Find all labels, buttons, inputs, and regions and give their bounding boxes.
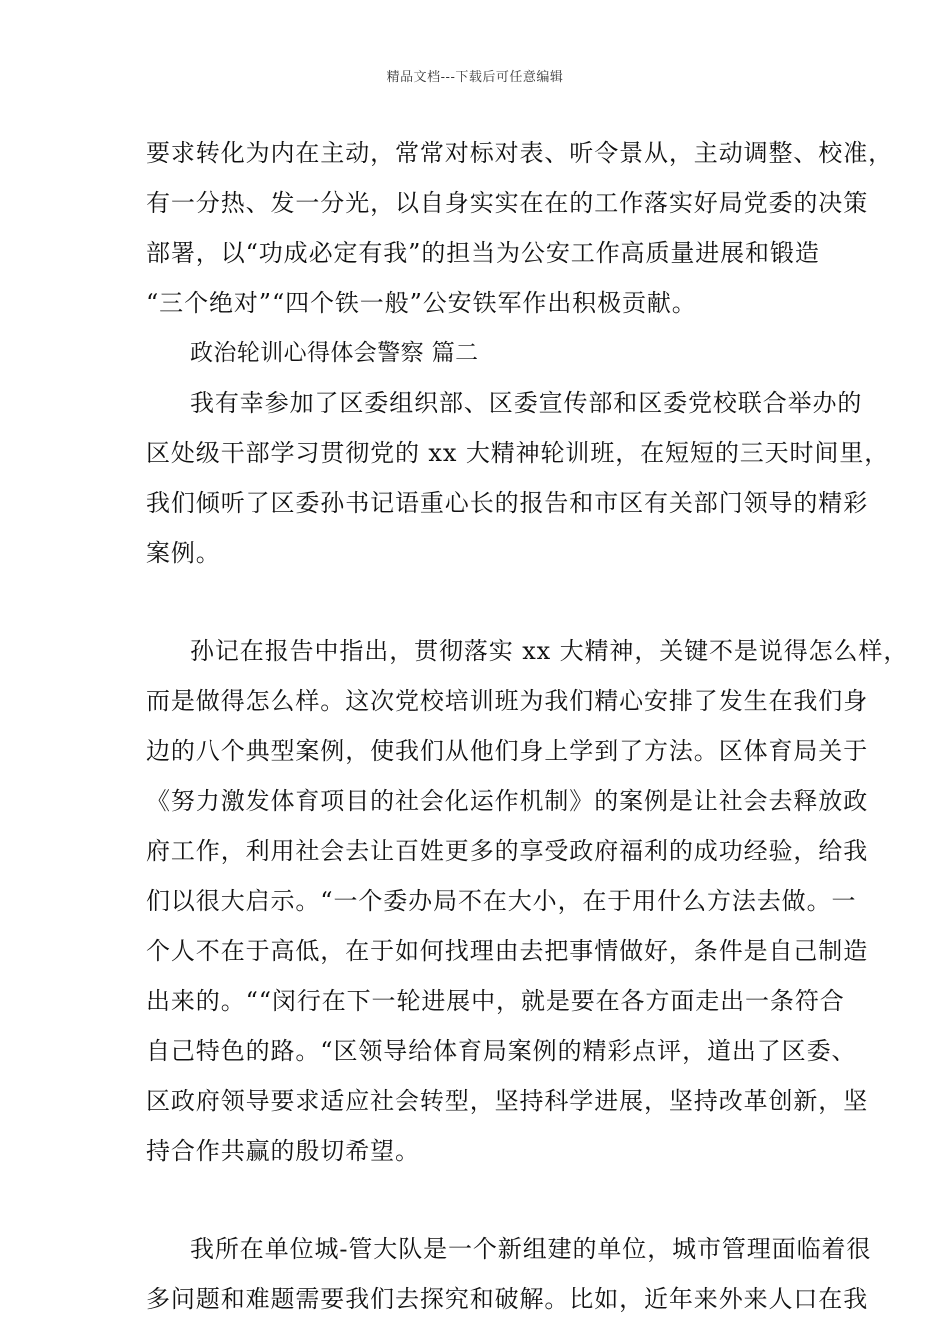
text-line: 我们倾听了区委孙书记语重心长的报告和市区有关部门领导的精彩 — [146, 489, 869, 517]
page-header: 精品文档---下载后可任意编辑 — [386, 70, 564, 85]
text-line: 部署，以“功成必定有我”的担当为公安工作高质量进展和锻造 — [146, 239, 820, 267]
text-line: 边的八个典型案例，使我们从他们身上学到了方法。区体育局关于 — [146, 737, 869, 765]
text-line: 孙记在报告中指出，贯彻落实 xx 大精神，关键不是说得怎么样， — [190, 637, 909, 665]
paragraph — [146, 1224, 872, 1324]
paragraph-continuation — [146, 128, 893, 328]
text-line: 自己特色的路。“区领导给体育局案例的精彩点评，道出了区委、 — [146, 1037, 857, 1065]
text-line: 而是做得怎么样。这次党校培训班为我们精心安排了发生在我们身 — [146, 687, 869, 715]
text-line: 《努力激发体育项目的社会化运作机制》的案例是让社会去释放政 — [146, 787, 869, 815]
text-line: 府工作，利用社会去让百姓更多的享受政府福利的成功经验，给我 — [146, 837, 869, 865]
text-line: 出来的。““闵行在下一轮进展中，就是要在各方面走出一条符合 — [146, 987, 845, 1015]
text-line: 区处级干部学习贯彻党的 xx 大精神轮训班，在短短的三天时间里， — [146, 439, 890, 467]
document-body — [146, 128, 909, 1324]
text-line: 我有幸参加了区委组织部、区委宣传部和区委党校联合举办的 — [190, 389, 863, 417]
paragraph-spacing — [146, 1176, 812, 1224]
text-line: 案例。 — [146, 539, 221, 567]
paragraph — [146, 626, 909, 1176]
text-line: 区政府领导要求适应社会转型，坚持科学进展，坚持改革创新，坚 — [146, 1087, 869, 1115]
heading-text: 政治轮训心得体会警察 篇二 — [190, 340, 479, 366]
text-line: 要求转化为内在主动，常常对标对表、听令景从，主动调整、校准， — [146, 139, 893, 167]
paragraph — [146, 378, 890, 578]
text-line: 我所在单位城-管大队是一个新组建的单位，城市管理面临着很 — [190, 1235, 872, 1263]
paragraph-spacing — [146, 578, 812, 626]
section-heading — [146, 328, 812, 378]
text-line: 个人不在于高低，在于如何找理由去把事情做好，条件是自己制造 — [146, 937, 869, 965]
text-line: 有一分热、发一分光，以自身实实在在的工作落实好局党委的决策 — [146, 189, 869, 217]
text-line: 多问题和难题需要我们去探究和破解。比如，近年来外来人口在我 — [146, 1285, 869, 1313]
text-line: “三个绝对”“四个铁一般”公安铁军作出积极贡献。 — [146, 289, 697, 317]
text-line: 们以很大启示。“一个委办局不在大小，在于用什么方法去做。一 — [146, 887, 857, 915]
text-line: 持合作共赢的殷切希望。 — [146, 1137, 420, 1165]
